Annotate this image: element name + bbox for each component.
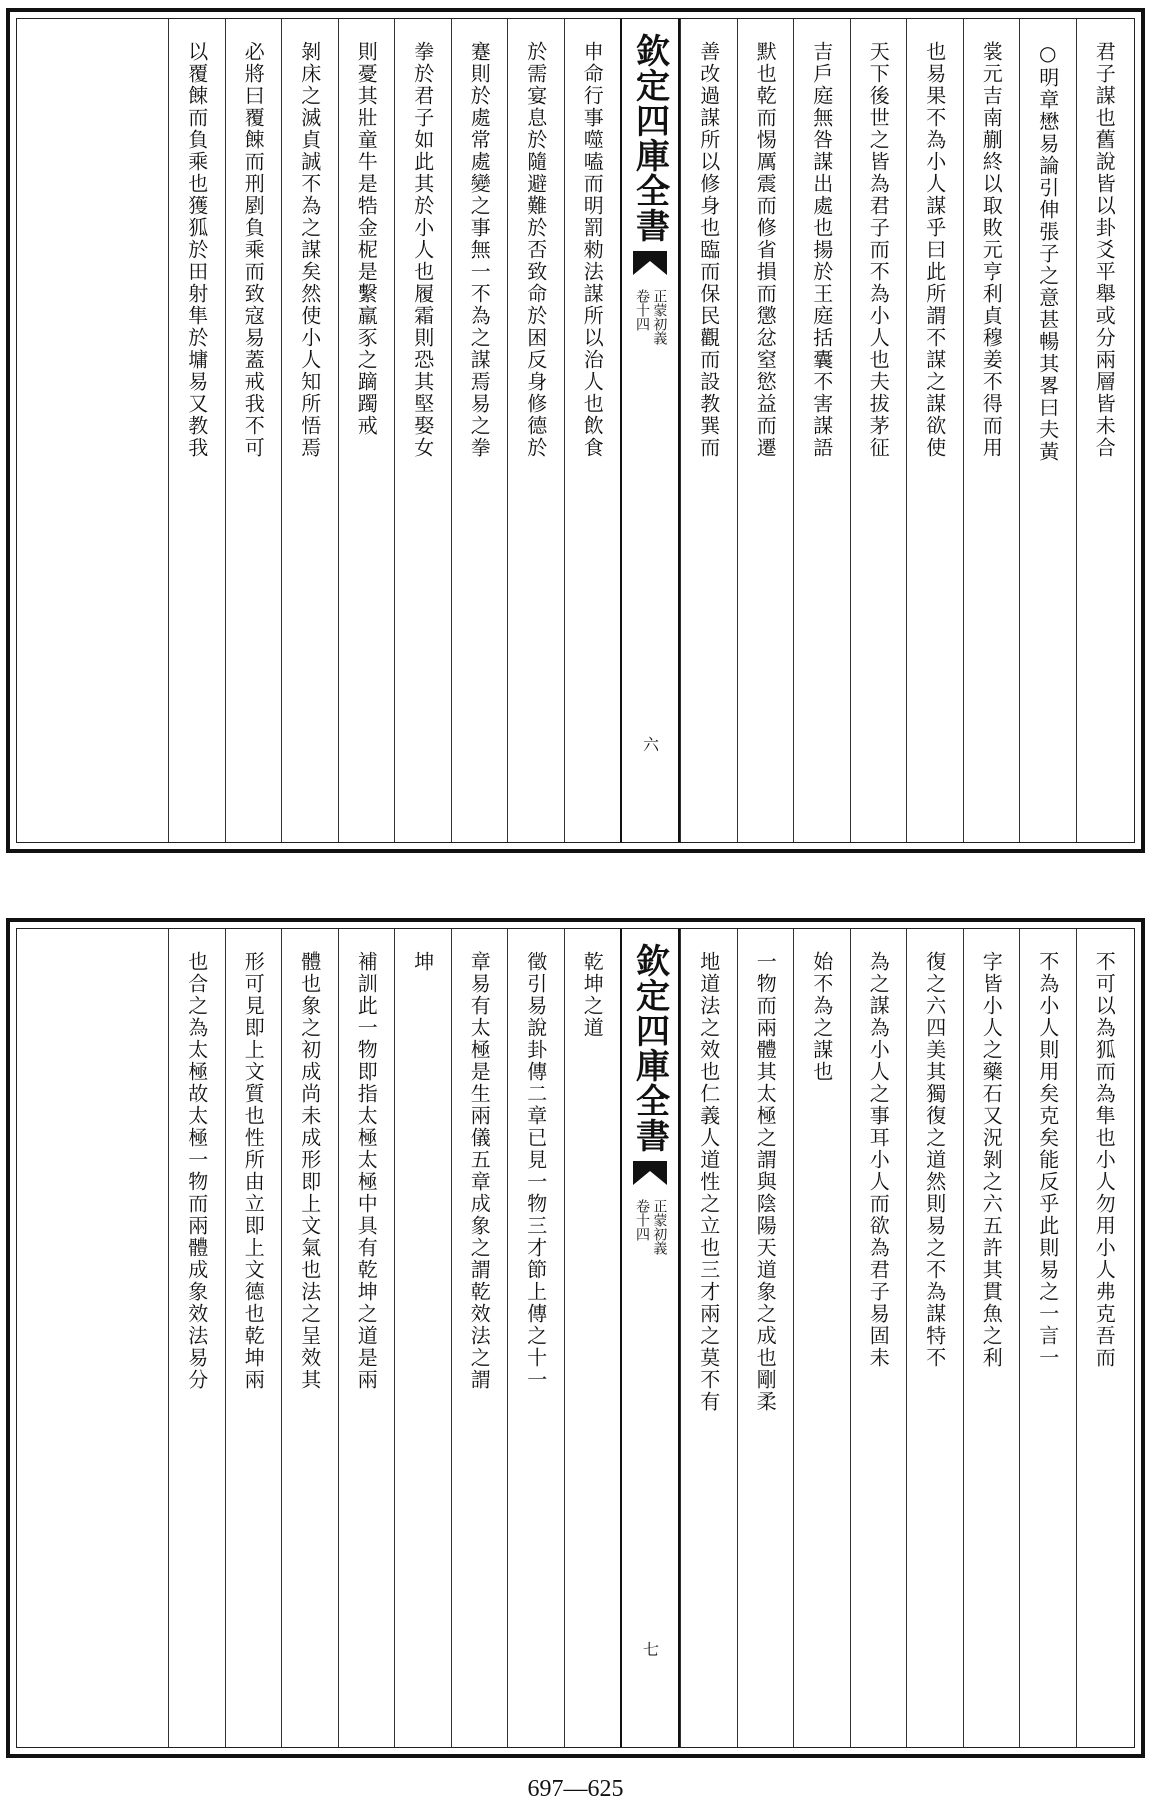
text-column xyxy=(338,19,395,842)
text-column xyxy=(850,19,907,842)
column-text: 申命行事噬嗑而明罰勑法謀所以治人也飲食 xyxy=(580,41,605,459)
text-column xyxy=(338,929,395,1747)
column-text: 字皆小人之藥石又況剝之六五許其貫魚之利 xyxy=(979,951,1004,1369)
text-column xyxy=(680,19,737,842)
top-page-inner-frame xyxy=(16,18,1135,843)
work-title: 正蒙初義 xyxy=(651,1199,668,1255)
column-text: 地道法之效也仁義人道性之立也三才兩之莫不有 xyxy=(696,951,721,1413)
text-column xyxy=(394,19,451,842)
column-text: 君子謀也舊說皆以卦爻平舉或分兩層皆未合 xyxy=(1092,41,1117,459)
column-text: 始不為之謀也 xyxy=(809,951,834,1083)
column-text: 章易有太極是生兩儀五章成象之謂乾效法之謂 xyxy=(467,951,492,1391)
column-text: 不為小人則用矣克矣能反乎此則易之一言一 xyxy=(1035,951,1060,1369)
column-text: 天下後世之皆為君子而不為小人也夫拔茅征 xyxy=(866,41,891,459)
column-text: 一物而兩體其太極之謂與陰陽天道象之成也剛柔 xyxy=(753,951,778,1413)
column-text: 蹇則於處常處變之事無一不為之謀焉易之拳 xyxy=(467,41,492,459)
text-column xyxy=(168,929,225,1747)
column-text: 為之謀為小人之事耳小人而欲為君子易固未 xyxy=(866,951,891,1369)
work-title: 正蒙初義 xyxy=(651,289,668,345)
fishtail-mark-icon xyxy=(633,1161,667,1185)
column-text: 也合之為太極故太極一物而兩體成象效法易分 xyxy=(184,951,209,1391)
text-column xyxy=(1076,19,1133,842)
column-text: 以覆餗而負乘也獲狐於田射隼於墉易又教我 xyxy=(184,41,209,459)
column-text: 默也乾而惕厲震而修省損而懲忿窒慾益而遷 xyxy=(753,41,778,459)
text-column xyxy=(564,929,621,1747)
text-column xyxy=(564,19,621,842)
text-column xyxy=(281,929,338,1747)
bottom-page xyxy=(6,918,1145,1758)
text-column xyxy=(1019,19,1076,842)
top-page xyxy=(6,8,1145,853)
column-text: ○明章懋易論引伸張子之意甚暢其畧曰夫黃 xyxy=(1035,41,1060,463)
center-margin-column xyxy=(620,19,680,842)
text-column xyxy=(507,19,564,842)
column-text: 乾坤之道 xyxy=(580,951,605,1039)
column-text: 則憂其壯童牛是牿金柅是繫羸豕之蹢躅戒 xyxy=(354,41,379,437)
column-text: 補訓此一物即指太極太極中具有乾坤之道是兩 xyxy=(354,951,379,1391)
juan-label: 卷十四 xyxy=(634,1199,650,1241)
column-text: 形可見即上文質也性所由立即上文德也乾坤兩 xyxy=(241,951,266,1391)
text-column xyxy=(850,929,907,1747)
text-column xyxy=(906,19,963,842)
text-column xyxy=(507,929,564,1747)
text-column xyxy=(963,929,1020,1747)
column-text: 善改過謀所以修身也臨而保民觀而設教巽而 xyxy=(696,41,721,459)
text-column xyxy=(225,929,282,1747)
book-title: 欽定四庫全書 xyxy=(629,33,670,243)
fishtail-mark-icon xyxy=(633,251,667,275)
text-column xyxy=(1019,929,1076,1747)
center-margin-column xyxy=(620,929,680,1747)
text-column xyxy=(793,19,850,842)
column-text: 不可以為狐而為隼也小人勿用小人弗克吾而 xyxy=(1092,951,1117,1369)
leaf-number: 六 xyxy=(640,736,660,752)
text-column xyxy=(281,19,338,842)
column-text: 坤 xyxy=(410,951,435,973)
column-text: 也易果不為小人謀乎曰此所謂不謀之謀欲使 xyxy=(922,41,947,459)
text-column xyxy=(906,929,963,1747)
column-text: 於需宴息於隨避難於否致命於困反身修德於 xyxy=(523,41,548,459)
book-title: 欽定四庫全書 xyxy=(629,943,670,1153)
text-column xyxy=(737,19,794,842)
juan-label: 卷十四 xyxy=(634,289,650,331)
text-column xyxy=(680,929,737,1747)
column-text: 剝床之滅貞誠不為之謀矣然使小人知所悟焉 xyxy=(297,41,322,459)
column-text: 拳於君子如此其於小人也履霜則恐其堅娶女 xyxy=(410,41,435,459)
text-column xyxy=(1076,929,1133,1747)
text-column xyxy=(168,19,225,842)
column-text: 徵引易說卦傳二章已見一物三才節上傳之十一 xyxy=(523,951,548,1391)
column-text: 體也象之初成尚未成形即上文氣也法之呈效其 xyxy=(297,951,322,1391)
leaf-number: 七 xyxy=(640,1641,660,1657)
text-column xyxy=(451,929,508,1747)
text-column xyxy=(963,19,1020,842)
text-column xyxy=(394,929,451,1747)
bottom-page-inner-frame xyxy=(16,928,1135,1748)
text-column xyxy=(451,19,508,842)
column-text: 必將曰覆餗而刑剭負乘而致寇易蓋戒我不可 xyxy=(241,41,266,459)
column-text: 吉戶庭無咎謀出處也揚於王庭括囊不害謀語 xyxy=(809,41,834,459)
page-number: 697—625 xyxy=(527,1776,624,1802)
column-text: 復之六四美其獨復之道然則易之不為謀特不 xyxy=(922,951,947,1369)
text-column xyxy=(737,929,794,1747)
column-text: 裳元吉南蒯終以取敗元亨利貞穆姜不得而用 xyxy=(979,41,1004,459)
text-column xyxy=(225,19,282,842)
text-column xyxy=(793,929,850,1747)
